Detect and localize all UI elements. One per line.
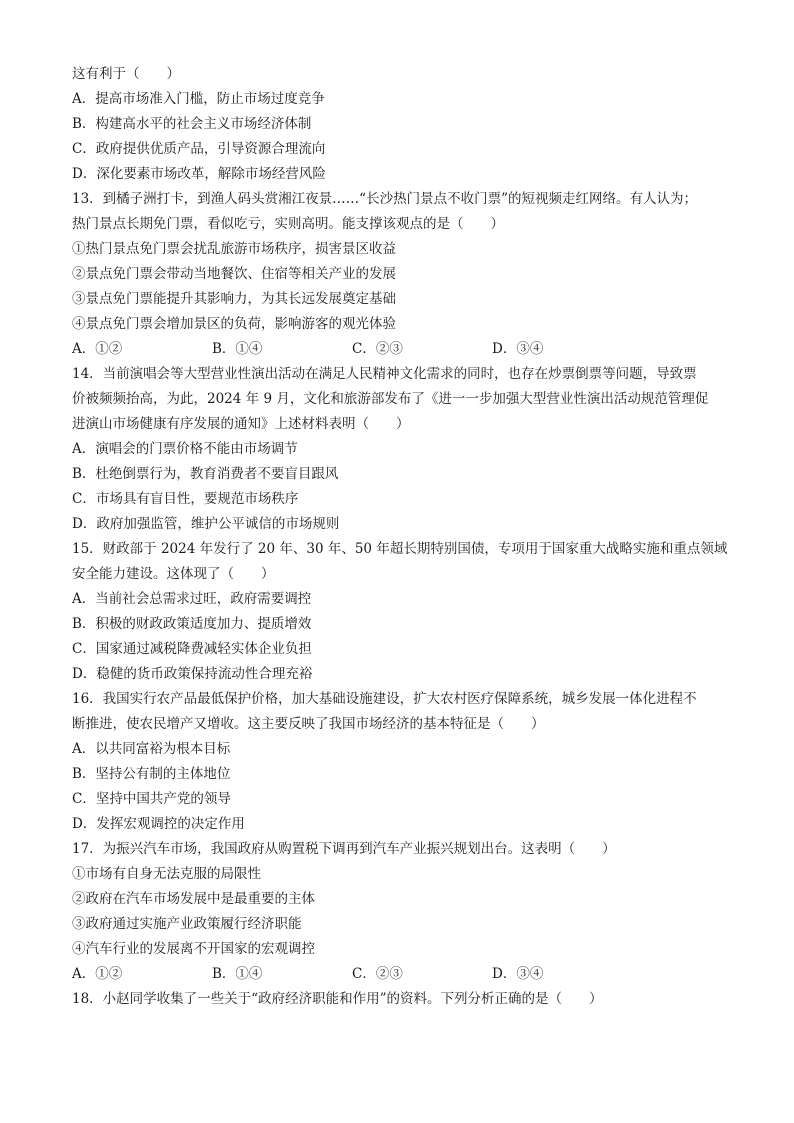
q15-stem-line2: 安全能力建设。这体现了（ ）: [72, 566, 275, 582]
q13-choice-d: D．③④: [492, 341, 544, 357]
q14-stem-line1: 14．当前演唱会等大型营业性演出活动在满足人民精神文化需求的同时，也存在炒票倒票等问题，导致票: [72, 366, 697, 382]
q15-option-d: D．稳健的货币政策保持流动性合理充裕: [72, 666, 313, 682]
q13-statement-3: ③景点免门票能提升其影响力，为其长远发展奠定基础: [72, 291, 396, 307]
q12-stem-end: 这有利于（ ）: [72, 66, 180, 82]
q14-option-c: C．市场具有盲目性，要规范市场秩序: [72, 491, 299, 507]
q12-option-b: B．构建高水平的社会主义市场经济体制: [72, 116, 312, 132]
q14-option-b: B．杜绝倒票行为，教育消费者不要盲目跟风: [72, 466, 339, 482]
q13-statement-1: ①热门景点免门票会扰乱旅游市场秩序，损害景区收益: [72, 241, 396, 257]
q12-option-d: D．深化要素市场改革，解除市场经营风险: [72, 166, 326, 182]
q17-statement-1: ①市场有自身无法克服的局限性: [72, 866, 261, 882]
q13-statement-2: ②景点免门票会带动当地餐饮、住宿等相关产业的发展: [72, 266, 396, 282]
q16-stem-line1: 16．我国实行农产品最低保护价格，加大基础设施建设，扩大农村医疗保障系统，城乡发展一体化进程不: [72, 691, 697, 707]
q17-statement-2: ②政府在汽车市场发展中是最重要的主体: [72, 891, 315, 907]
q16-option-b: B．坚持公有制的主体地位: [72, 766, 231, 782]
q14-stem-line3: 进演山市场健康有序发展的通知》上述材料表明（ ）: [72, 416, 410, 432]
q14-stem-line2: 价被频频抬高，为此，2024 年 9 月，文化和旅游部发布了《进一一步加强大型营业性演出活动规范管理促: [72, 391, 709, 407]
q17-stem-line1: 17．为振兴汽车市场，我国政府从购置税下调再到汽车产业振兴规划出台。这表明（ ）: [72, 841, 616, 857]
q13-stem-line2: 热门景点长期免门票，看似吃亏，实则高明。能支撑该观点的是（ ）: [72, 216, 504, 232]
q13-stem-line1: 13．到橘子洲打卡，到渔人码头赏湘江夜景……“长沙热门景点不收门票”的短视频走红网络。有人认为；: [72, 191, 697, 207]
q12-option-a: A．提高市场准入门槛，防止市场过度竞争: [72, 91, 325, 107]
q14-option-a: A．演唱会的门票价格不能由市场调节: [72, 441, 298, 457]
q18-stem-line1: 18．小赵同学收集了一些关于“政府经济职能和作用”的资料。下列分析正确的是（ ）: [72, 991, 603, 1007]
q17-statement-3: ③政府通过实施产业政策履行经济职能: [72, 916, 302, 932]
q16-option-d: D．发挥宏观调控的决定作用: [72, 816, 245, 832]
q15-stem-line1: 15．财政部于 2024 年发行了 20 年、30 年、50 年超长期特别国债，专项用于国家重大战略实施和重点领域: [72, 541, 728, 557]
q17-choice-d: D．③④: [492, 966, 544, 982]
q16-stem-line2: 断推进，使农民增产又增收。这主要反映了我国市场经济的基本特征是（ ）: [72, 716, 545, 732]
exam-page: [72, 62, 732, 1012]
q16-option-c: C．坚持中国共产党的领导: [72, 791, 231, 807]
q13-statement-4: ④景点免门票会增加景区的负荷，影响游客的观光体验: [72, 316, 396, 332]
q13-choice-b: B．①④: [212, 341, 263, 357]
q13-choice-c: C．②③: [352, 341, 403, 357]
q12-option-c: C．政府提供优质产品，引导资源合理流向: [72, 141, 326, 157]
q17-choice-b: B．①④: [212, 966, 263, 982]
q13-choice-a: A．①②: [72, 341, 123, 357]
q17-choice-c: C．②③: [352, 966, 403, 982]
q13-choices: [72, 337, 732, 362]
q15-option-b: B．积极的财政政策适度加力、提质增效: [72, 616, 312, 632]
q15-option-a: A．当前社会总需求过旺，政府需要调控: [72, 591, 312, 607]
q17-choice-a: A．①②: [72, 966, 123, 982]
q16-option-a: A．以共同富裕为根本目标: [72, 741, 231, 757]
q17-choices: [72, 962, 732, 987]
q15-option-c: C．国家通过减税降费减轻实体企业负担: [72, 641, 312, 657]
q17-statement-4: ④汽车行业的发展离不开国家的宏观调控: [72, 941, 315, 957]
q14-option-d: D．政府加强监管，维护公平诚信的市场规则: [72, 516, 340, 532]
